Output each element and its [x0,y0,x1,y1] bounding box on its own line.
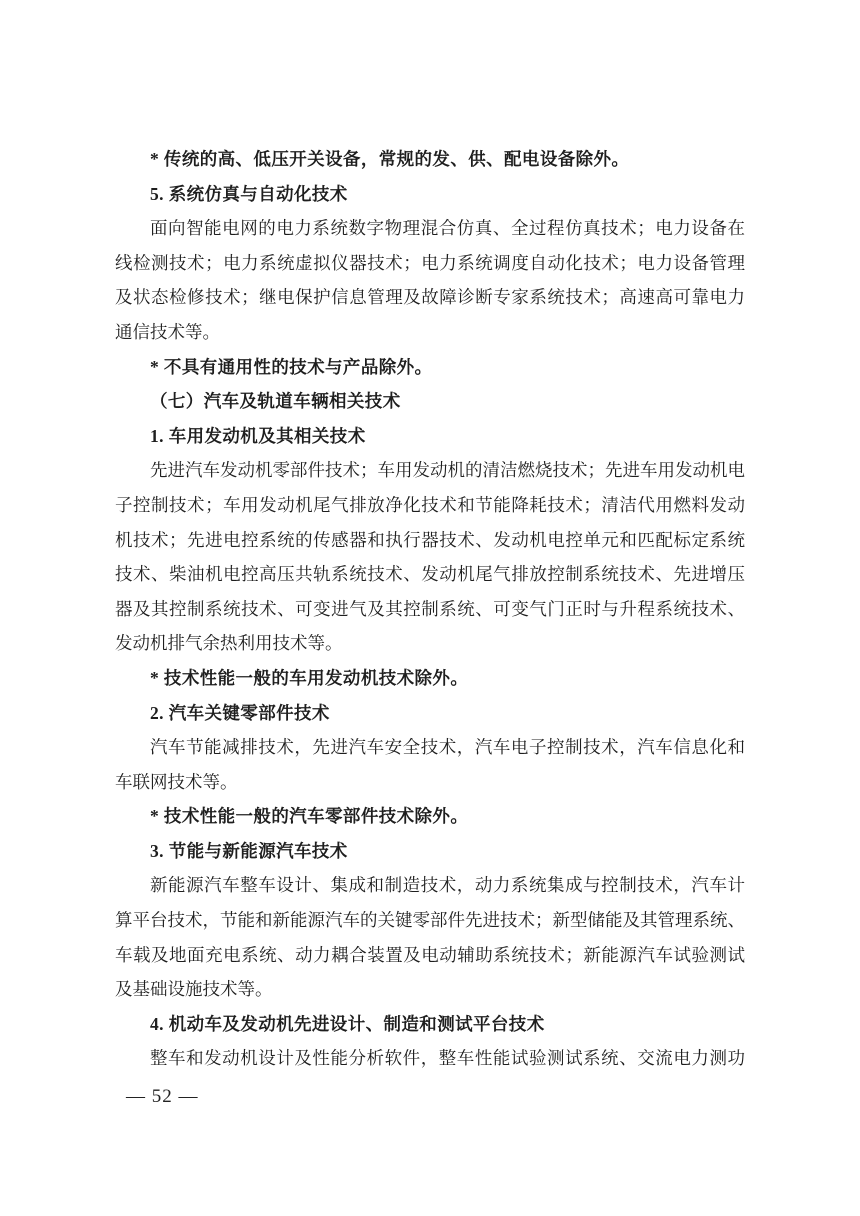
text-line: 线检测技术；电力系统虚拟仪器技术；电力系统调度自动化技术；电力设备管理 [115,252,745,273]
exception-note: * 技术性能一般的车用发动机技术除外。 [150,667,469,688]
exception-note: * 技术性能一般的汽车零部件技术除外。 [150,806,469,827]
heading-line: 2. 汽车关键零部件技术 [150,702,330,723]
text-line: 技术、柴油机电控高压共轨系统技术、发动机尾气排放控制系统技术、先进增压 [115,564,745,585]
text-line: 子控制技术；车用发动机尾气排放净化技术和节能降耗技术；清洁代用燃料发动 [115,494,745,515]
heading-line: 4. 机动车及发动机先进设计、制造和测试平台技术 [150,1013,545,1034]
heading-line: 3. 节能与新能源汽车技术 [150,840,348,861]
text-line: 机技术；先进电控系统的传感器和执行器技术、发动机电控单元和匹配标定系统 [115,529,745,550]
heading-line: 5. 系统仿真与自动化技术 [150,183,348,204]
exception-note: * 不具有通用性的技术与产品除外。 [150,356,433,377]
text-line: 先进汽车发动机零部件技术；车用发动机的清洁燃烧技术；先进车用发动机电 [150,460,745,481]
text-line: 面向智能电网的电力系统数字物理混合仿真、全过程仿真技术；电力设备在 [150,218,745,239]
text-line: 器及其控制系统技术、可变进气及其控制系统、可变气门正时与升程系统技术、 [115,598,745,619]
text-line: 整车和发动机设计及性能分析软件，整车性能试验测试系统、交流电力测功 [150,1048,745,1069]
page-number: — 52 — [126,1086,199,1107]
exception-note: * 传统的高、低压开关设备，常规的发、供、配电设备除外。 [150,149,630,169]
text-line: 算平台技术，节能和新能源汽车的关键零部件先进技术；新型储能及其管理系统、 [115,910,745,931]
text-line: 新能源汽车整车设计、集成和制造技术，动力系统集成与控制技术，汽车计 [150,875,745,896]
text-line: 通信技术等。 [115,321,220,342]
document-body [115,142,745,1076]
text-line: 发动机排气余热利用技术等。 [115,633,343,654]
text-line: 车联网技术等。 [115,771,238,792]
section-heading: （七）汽车及轨道车辆相关技术 [150,391,401,412]
heading-line: 1. 车用发动机及其相关技术 [150,425,366,446]
text-line: 及状态检修技术；继电保护信息管理及故障诊断专家系统技术；高速高可靠电力 [115,287,745,308]
text-line: 及基础设施技术等。 [115,979,273,1000]
text-line: 汽车节能减排技术，先进汽车安全技术，汽车电子控制技术，汽车信息化和 [150,737,745,758]
text-line: 车载及地面充电系统、动力耦合装置及电动辅助系统技术；新能源汽车试验测试 [115,944,745,965]
